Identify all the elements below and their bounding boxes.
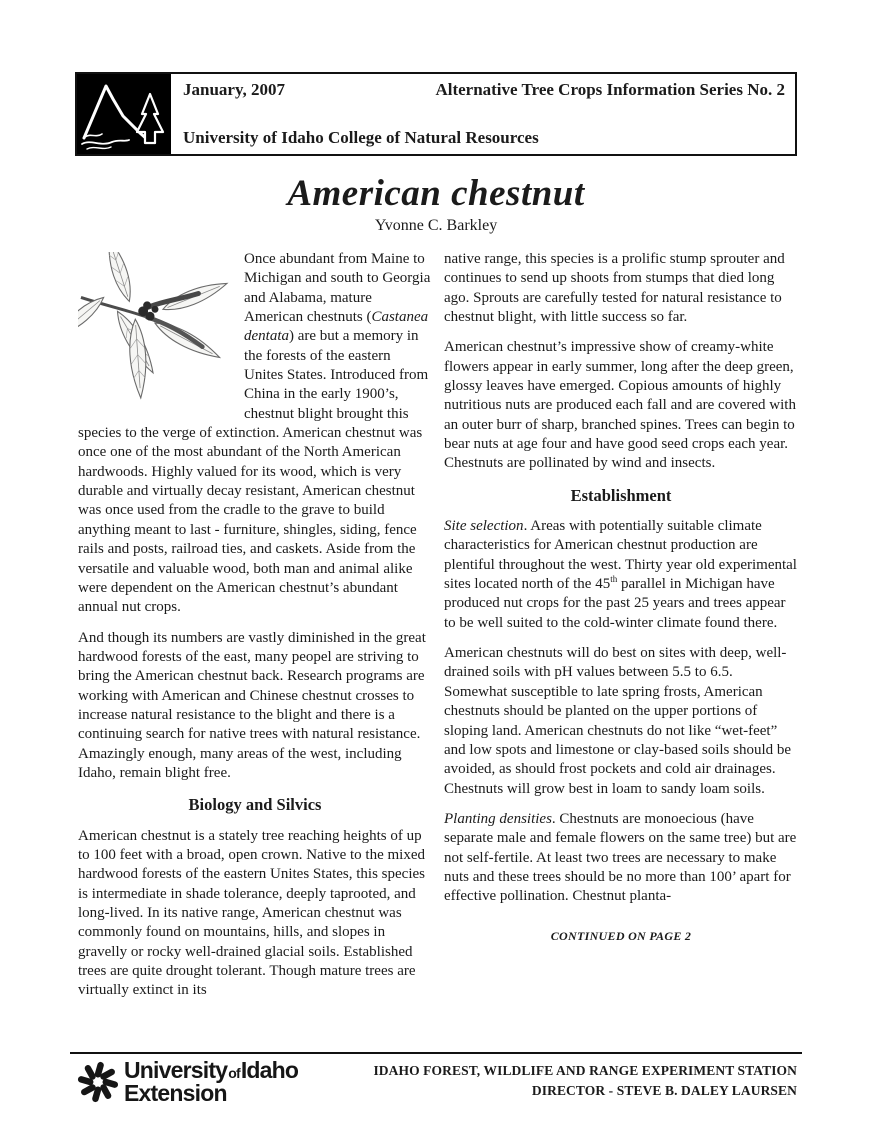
paragraph-biology: American chestnut is a stately tree reaching heights of up to 100 feet with a broad, open crown. Native to the mixed hardwood forests of the eastern Unites States, this species is intermediate in shade tolerance, deeply taprooted, and long-lived. In its native range, American chestnut was commonly found on mountains, hills, and slopes in gravelly or rocky well-drained glacial soils. Established trees are quite drought tolerant. Though mature trees are virtually extinct in its <box>78 827 425 999</box>
species-name: Castanea dentata <box>244 309 429 345</box>
continued-notice: CONTINUED ON PAGE 2 <box>550 928 692 943</box>
station-name: IDAHO FOREST, WILDLIFE AND RANGE EXPERIMENT STATION <box>373 1063 797 1078</box>
body-columns <box>78 250 798 1050</box>
series-title: Alternative Tree Crops Information Series No. 2 <box>435 80 785 99</box>
paragraph-text: . Chestnuts are monoecious (have separate male and female flowers on the same tree) but are not self-fertile. At least two trees are necessary to make nuts and these trees should be no more than 100’ apart for effective pollination. Chestnut planta- <box>444 810 797 905</box>
footer <box>76 1059 797 1105</box>
paragraph-restoration: And though its numbers are vastly diminished in the great hardwood forests of the east, many peopel are striving to bring the American chestnut back. Research programs are working with American and Chinese chestnut crosses to increase natural resistance to the blight and there is a continuing search for native trees with natural resistance. Amazingly enough, many areas of the west, including Idaho, remain blight free. <box>78 629 426 781</box>
lead-in-site-selection: Site selection <box>444 518 524 535</box>
college-logo <box>77 74 171 154</box>
extension-logo <box>76 1059 298 1105</box>
issue-date: January, 2007 <box>183 80 286 99</box>
right-column <box>444 250 798 1050</box>
lead-in-planting-densities: Planting densities <box>444 810 552 827</box>
extension-wordmark <box>124 1059 298 1105</box>
wordmark-extension: Extension <box>124 1080 227 1106</box>
mountain-tree-icon <box>77 74 171 154</box>
footer-divider <box>70 1052 802 1054</box>
paragraph-text: ) are but a memory in the forests of the eastern Unites States. Introduced from China in the early 1900’s, chestnut blight brought this species to the verge of extinction. American chestnut was once one of the most abundant of the North American hardwoods. Highly valued for its wood, which is very durable and virtually decay resistant, American chestnut was once used from the cradle to the grave to build anything meant to last - furniture, shingles, siding, fence rails and posts, railroad ties, and caskets. Aside from the versatile and valuable wood, both man and animal alike were dependent on the American chestnut’s abundant annual nut crops. <box>78 328 429 616</box>
paragraph-stump-sprouter: native range, this species is a prolific stump sprouter and continues to send up shoots from stumps that died long ago. Sprouts are carefully tested for natural resistance to chestnut blight, with little success so far. <box>444 251 785 326</box>
masthead <box>75 72 797 156</box>
masthead-text <box>171 74 795 154</box>
paragraph-soils: American chestnuts will do best on sites with deep, well-drained soils with pH values between 5.5 to 6.5. Somewhat susceptible to late spring frosts, American chestnuts should be planted on the upper portions of sloping land. American chestnuts do not like “wet-feet” and low spots and limestone or clay-based soils should be avoided, as should frost pockets and cold air drainages. Chestnuts will grow best in loam to sandy loam soils. <box>444 645 792 797</box>
paragraph-text: parallel in Michigan have produced nut crops for the past 25 years and trees appear to be well suited to the cold-winter climate found there. <box>444 576 786 631</box>
author: Yvonne C. Barkley <box>374 217 498 234</box>
college-name: University of Idaho College of Natural Resources <box>183 128 539 147</box>
paragraph-site-selection <box>444 517 798 633</box>
paragraph-planting-densities <box>444 810 798 907</box>
heading-biology-silvics: Biology and Silvics <box>188 795 322 815</box>
heading-establishment: Establishment <box>570 485 672 505</box>
wordmark-of: of <box>228 1065 240 1081</box>
paragraph-text: . Areas with potentially suitable climate characteristics for American chestnut production are plentiful throughout the west. Thirty year old experimental sites located north of the 45 <box>444 518 797 593</box>
wordmark-university: University <box>124 1057 228 1083</box>
wordmark-idaho: Idaho <box>240 1057 299 1083</box>
superscript-th: th <box>610 574 618 585</box>
chestnut-branch-illustration <box>78 252 236 414</box>
sunburst-icon <box>76 1060 120 1104</box>
paragraph-flowers-nuts: American chestnut’s impressive show of creamy-white flowers appear in early summer, long after the deep green, glossy leaves have emerged. Copious amounts of highly nutritious nuts are produced each fall and are covered with an outer burr of sharp, branched spines. Trees can begin to bear nuts at age four and have good seed crops each year. Chestnuts are pollinated by wind and insects. <box>444 339 796 472</box>
station-director: DIRECTOR - STEVE B. DALEY LAURSEN <box>531 1082 797 1098</box>
left-column <box>78 250 432 1050</box>
paragraph-text: Once abundant from Maine to Michigan and south to Georgia and Alabama, mature American chestnuts ( <box>244 251 431 326</box>
station-credits <box>373 1059 797 1100</box>
page-title: American chestnut <box>287 173 585 214</box>
